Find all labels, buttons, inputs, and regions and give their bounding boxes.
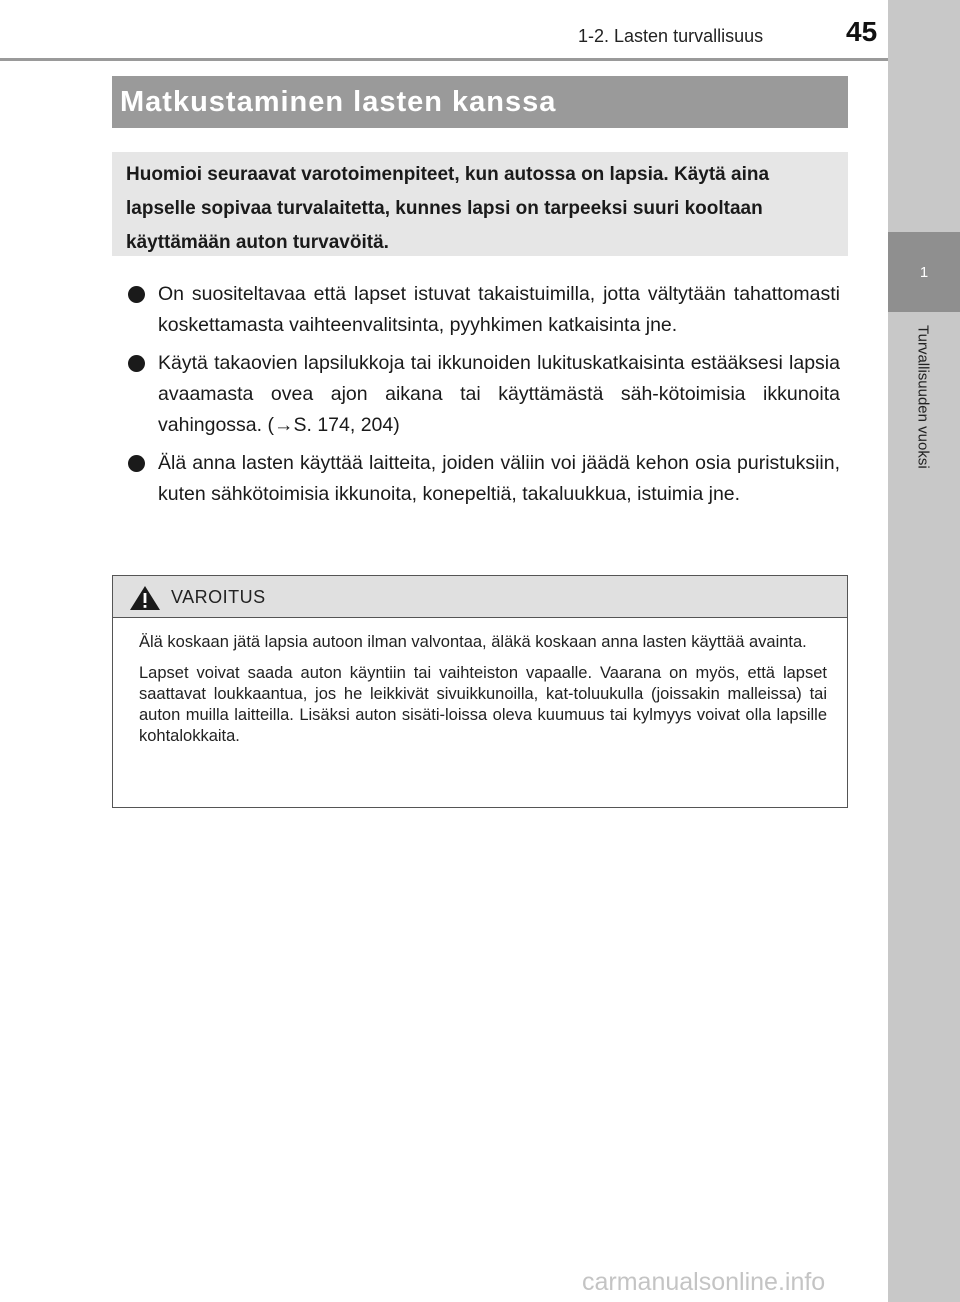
page-title: Matkustaminen lasten kanssa — [112, 76, 848, 128]
intro-box: Huomioi seuraavat varotoimenpiteet, kun autossa on lapsia. Käytä aina lapselle sopivaa turvalaitetta, kunnes lapsi on tarpeeksi suuri kooltaan käyttämään auton turvavöitä. — [112, 152, 848, 256]
bullet-icon — [128, 355, 145, 372]
header-rule — [0, 58, 888, 61]
page-number: 45 — [846, 16, 878, 47]
section-title: 1-2. Lasten turvallisuus — [578, 26, 764, 46]
side-tab — [888, 0, 960, 1302]
warning-triangle-icon — [129, 585, 161, 616]
chapter-label: Turvallisuuden vuoksi — [914, 325, 932, 469]
chapter-number: 1 — [888, 232, 960, 312]
warning-body — [113, 618, 847, 747]
bullet-icon — [128, 286, 145, 303]
watermark: carmanualsonline.info — [582, 1268, 826, 1296]
list-item — [128, 279, 840, 341]
bullet-text: Älä anna lasten käyttää laitteita, joiden väliin voi jäädä kehon osia puristuksiin, kuten sähkötoimisia ikkunoita, konepeltiä, takaluukkua, istuimia jne. — [158, 452, 840, 505]
list-item — [128, 348, 840, 441]
bullet-text: Käytä takaovien lapsilukkoja tai ikkunoiden lukituskatkaisinta estääksesi lapsia avaamasta ovea ajon aikana tai käyttämästä säh-kötoimisia ikkunoita vahingossa. (→S. 174, 204) — [158, 352, 840, 436]
warning-paragraph: Älä koskaan jätä lapsia autoon ilman valvontaa, äläkä koskaan anna lasten käyttää avainta. — [139, 633, 807, 651]
list-item — [128, 448, 840, 510]
warning-header — [113, 576, 847, 618]
bullet-text: On suositeltavaa että lapset istuvat takaistuimilla, jotta vältytään tahattomasti koskettamasta vaihteenvalitsinta, pyyhkimen katkaisinta jne. — [158, 283, 840, 336]
warning-title: VAROITUS — [171, 587, 266, 607]
bullet-list — [128, 279, 840, 517]
warning-box — [112, 575, 848, 808]
bullet-icon — [128, 455, 145, 472]
warning-paragraph: Lapset voivat saada auton käyntiin tai vaihteiston vapaalle. Vaarana on myös, että lapset saattavat loukkaantua, jos he leikkivät sivuikkunoilla, kat-toluukulla (joissakin malleissa) tai auton muilla laitteilla. Lisäksi auton sisäti-loissa oleva kuumuus tai kylmyys voivat olla lapsille kohtalokkaita. — [139, 664, 827, 745]
